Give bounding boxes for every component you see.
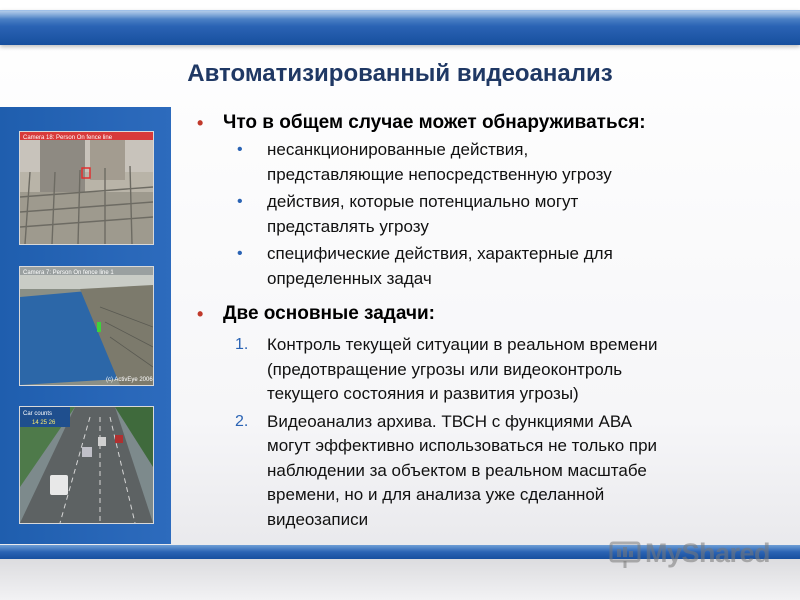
image-panel [0, 107, 171, 544]
camera-image-fence [19, 131, 154, 245]
item-line: текущего состояния и развития угрозы) [267, 384, 579, 403]
watermark-logo [608, 536, 778, 572]
item-line: Контроль текущей ситуации в реальном времени [267, 335, 658, 354]
list-item [195, 410, 775, 533]
bullet-icon: • [237, 193, 243, 210]
section-heading-tasks [195, 301, 775, 327]
bullet-icon: • [237, 141, 243, 158]
watermark-text: MyShared [645, 538, 771, 568]
bullet-icon: • [197, 304, 204, 324]
section2-heading: Две основные задачи: [223, 303, 435, 324]
item-number: 2. [235, 412, 249, 430]
thumb3-counts: 14 25 26 [32, 420, 56, 426]
item-line: несанкционированные действия, [267, 140, 529, 159]
list-item [195, 190, 775, 239]
list-item [195, 242, 775, 291]
camera-image-highway [19, 406, 154, 524]
item-line: действия, которые потенциально могут [267, 192, 579, 211]
thumb1-caption: Camera 18: Person On fence line [23, 135, 113, 141]
item-line: определенных задач [267, 268, 432, 288]
header-bar-highlight [0, 11, 800, 19]
bullet-icon: • [237, 245, 243, 262]
item-number: 1. [235, 336, 249, 353]
list-item [195, 333, 775, 407]
detection-list [195, 138, 775, 291]
thumb3-caption: Car counts [23, 411, 53, 417]
item-line: Видеоанализ архива. ТВСН с функциями АВА [267, 411, 632, 431]
item-line: могут эффективно использоваться не только при [267, 436, 658, 455]
item-line: наблюдении за объектом в реальном масштабе [267, 460, 647, 480]
item-line: специфические действия, характерные для [267, 244, 613, 263]
tasks-list [195, 333, 775, 532]
bullet-icon: • [197, 113, 204, 133]
slide-title: Автоматизированный видеоанализ [187, 60, 613, 87]
slide-content [195, 110, 775, 535]
item-line: видеозаписи [267, 509, 369, 529]
section1-heading: Что в общем случае может обнаруживаться: [223, 112, 646, 133]
header-bar [0, 10, 800, 45]
list-item [195, 138, 775, 187]
thumb2-caption: Camera 7: Person On fence line 1 [23, 270, 114, 276]
item-line: представлять угрозу [267, 216, 429, 236]
camera-image-canal [19, 266, 154, 386]
section-heading-detection [195, 110, 775, 136]
item-line: времени, но и для анализа уже сделанной [267, 485, 605, 504]
presentation-icon [608, 540, 642, 570]
item-line: представляющие непосредственную угрозу [267, 164, 612, 184]
item-line: (предотвращение угрозы или видеоконтроль [267, 359, 623, 379]
thumb2-credit: (c) ActivEye 2006 [106, 377, 153, 383]
